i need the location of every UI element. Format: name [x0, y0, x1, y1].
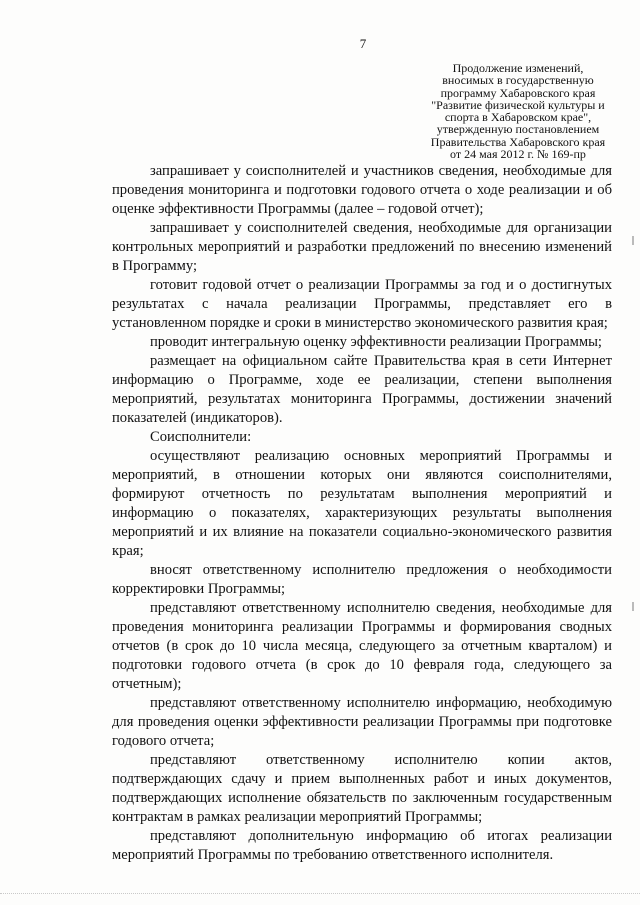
paragraph: вносят ответственному исполнителю предложения о необходимости корректировки Программы; [112, 562, 612, 597]
paragraph: запрашивает у соисполнителей и участников сведения, необходимые для проведения мониторинга и подготовки годового отчета о ходе реализации и об оценке эффективности Программы (далее – годовой отчет); [112, 163, 612, 217]
page-number: 7 [359, 36, 367, 51]
header-note [408, 62, 628, 160]
paragraph: осуществляют реализацию основных мероприятий Программы и мероприятий, в отношении которых они являются соисполнителями, формируют отчетность по результатам выполнения мероприятий и информацию о показателях, характеризующих результаты выполнения мероприятий и их влияние на показатели социально-экономического развития края; [112, 448, 612, 559]
paragraph: представляют дополнительную информацию об итогах реализации мероприятий Программы по требованию ответственного исполнителя. [112, 828, 612, 863]
body-text [112, 162, 612, 865]
paragraph: представляют ответственному исполнителю сведения, необходимые для проведения мониторинга реализации Программы и формирования сводных отчетов (в срок до 10 числа месяца, следующего за отчетным кварталом) и подготовки годового отчета (в срок до 10 февраля года, следующего за отчетным); [112, 600, 612, 692]
header-line: Продолжение изменений, [452, 61, 584, 75]
header-line: "Развитие физической культуры и [431, 97, 605, 112]
paragraph: запрашивает у соисполнителей сведения, необходимые для организации контрольных мероприятий и разработки предложений по внесению изменений в Программу; [112, 220, 612, 274]
paragraph: размещает на официальном сайте Правительства края в сети Интернет информацию о Программе, ходе ее реализации, степени выполнения мероприятий, результатах мониторинга Программы, достижении значений показателей (индикаторов). [112, 353, 612, 426]
header-line: от 24 мая 2012 г. № 169-пр [450, 147, 586, 162]
header-line: программу Хабаровского края [440, 85, 596, 100]
header-line: вносимых в государственную [442, 73, 594, 88]
header-line: утвержденную постановлением [436, 122, 600, 137]
scan-mark [632, 602, 634, 611]
paragraph: готовит годовой отчет о реализации Программы за год и о достигнутых результатах с начала реализации Программы, представляет его в установленном порядке и сроки в министерство экономического развития края; [112, 277, 612, 331]
scan-edge-noise [0, 893, 640, 895]
paragraph: проводит интегральную оценку эффективности реализации Программы; [150, 334, 602, 350]
paragraph: Соисполнители: [150, 429, 252, 445]
paragraph: представляют ответственному исполнителю копии актов, подтверждающих сдачу и прием выполненных работ и иных документов, подтверждающих исполнение обязательств по заключенным государственным контрактам в рамках реализации мероприятий Программы; [112, 752, 612, 825]
header-line: спорта в Хабаровском крае", [444, 110, 592, 125]
paragraph: представляют ответственному исполнителю информацию, необходимую для проведения оценки эффективности реализации Программы при подготовке годового отчета; [112, 695, 612, 749]
scan-mark [632, 236, 634, 245]
header-line: Правительства Хабаровского края [430, 134, 606, 149]
